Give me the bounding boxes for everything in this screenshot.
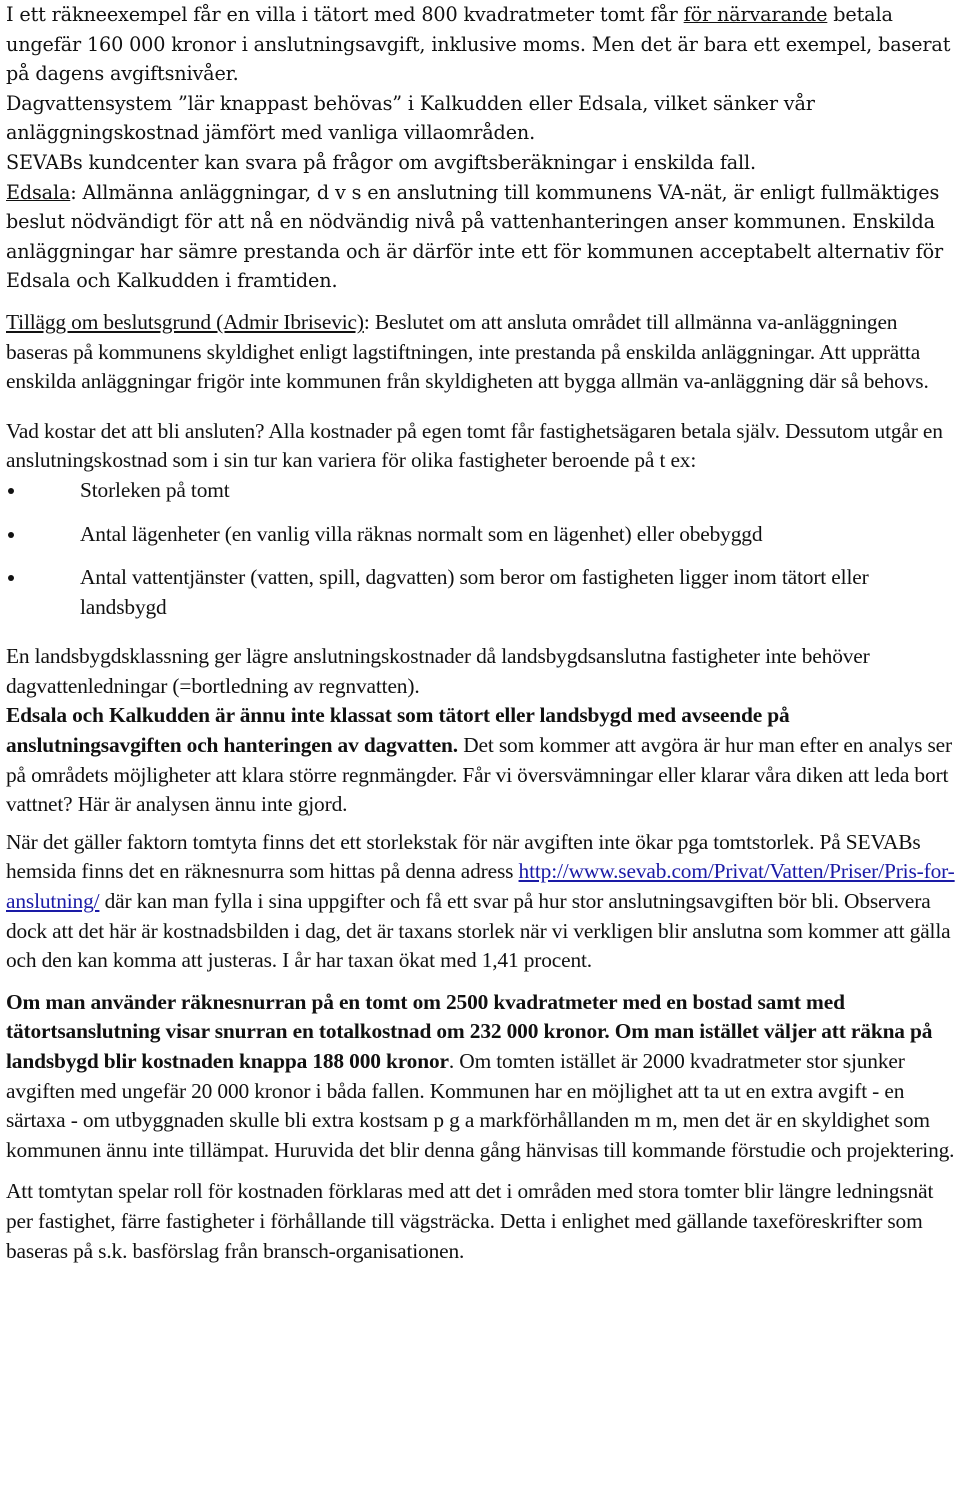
raknesnurra-text: När det gäller faktorn tomtyta finns det ett storlekstak för när avgiften inte ökar pga tomtstorlek. På SEVABs hemsida finns det en räknesnurra som hittas på denna adress	[6, 829, 921, 884]
paragraph-edsala	[6, 178, 958, 296]
sevab-price-link[interactable]: http://www.sevab.com/Privat/Vatten/Priser/Pris-for-anslutning/	[6, 859, 955, 914]
paragraph-tomtyta: Att tomtytan spelar roll för kostnaden förklaras med att det i områden med stora tomter blir längre ledningsnät per fastighet, färre fastigheter i förhållande till vägsträcka. Detta i enlighet med gällande taxeföreskrifter som baseras på s.k. basförslag från bransch-organisationen.	[6, 1179, 934, 1263]
paragraph-landsbygd	[6, 642, 958, 820]
landsbygd-rest-text: Det som kommer att avgöra är hur man efter en analys ser på områdets möjligheter att klara större regnmängder. Får vi översvämningar eller klarar våra diken att leda bort vattnet? Här är analysen ännu inte gjord.	[6, 733, 952, 817]
paragraph-intro	[6, 0, 958, 89]
cost-factors-list	[6, 476, 958, 622]
exempel-bold-text: Om man använder räknesnurran på en tomt om 2500 kvadratmeter med en bostad samt med tätortsanslutning visar snurran en totalkostnad om 232 000 kronor. Om man istället väljer att räkna på landsbygd blir kostnaden knappa 188 000 kronor	[6, 989, 933, 1073]
list-item-text: Antal vattentjänster (vatten, spill, dagvatten) som beror om fastigheten ligger inom tätort eller landsbygd	[80, 565, 869, 619]
tillagg-label: Tillägg om beslutsgrund (Admir Ibrisevic)	[6, 309, 364, 334]
raknesnurra-text-continued: där kan man fylla i sina uppgifter och få ett svar på hur stor anslutningsavgiften bör bli. Observera dock att det här är kostnadsbilden i dag, det är taxans storlek när vi verkligen blir anslutna som kommer att gälla och den kan komma att justeras. I år har taxan ökat med 1,41 procent.	[6, 889, 951, 973]
intro-text-continued: betala ungefär 160 000 kronor i anslutningsavgift, inklusive moms. Men det är bara ett exempel, baserat på dagens avgiftsnivåer.	[6, 3, 951, 86]
paragraph-tillagg	[6, 308, 958, 397]
list-item-text: Antal lägenheter (en vanlig villa räknas normalt som en lägenhet) eller obebyggd	[80, 521, 763, 546]
paragraph-kostnad: Vad kostar det att bli ansluten? Alla kostnader på egen tomt får fastighetsägaren betala själv. Dessutom utgår en anslutningskostnad som i sin tur kan variera för olika fastigheter beroende på t ex:	[6, 418, 943, 473]
bullet-icon	[8, 575, 14, 581]
list-item	[6, 563, 958, 622]
paragraph-kundcenter: SEVABs kundcenter kan svara på frågor om avgiftsberäkningar i enskilda fall.	[6, 150, 756, 174]
tillagg-text: : Beslutet om att ansluta området till allmänna va-anläggningen baseras på kommunens skyldighet enligt lagstiftningen, inte prestanda på enskilda anläggningar. Att upprätta enskilda anläggningar frigör inte kommunen från skyldigheten att bygga allmän va-anläggning där så behovs.	[6, 309, 929, 394]
document-page	[6, 0, 958, 1266]
paragraph-dagvatten: Dagvattensystem ”lär knappast behövas” i Kalkudden eller Edsala, vilket sänker vår anläggningskostnad jämfört med vanliga villaområden.	[6, 91, 815, 145]
list-item	[6, 520, 958, 550]
paragraph-exempel	[6, 988, 958, 1166]
edsala-label: Edsala	[6, 180, 71, 204]
bullet-icon	[8, 488, 14, 494]
landsbygd-text: En landsbygdsklassning ger lägre anslutningskostnader då landsbygdsanslutna fastigheter inte behöver dagvattenledningar (=bortledning av regnvatten).	[6, 644, 870, 698]
list-item-text: Storleken på tomt	[80, 477, 230, 502]
intro-underlined-text: för närvarande	[683, 3, 828, 26]
exempel-rest-text: . Om tomten istället är 2000 kvadratmeter stor sjunker avgiften med ungefär 20 000 kronor i båda fallen. Kommunen har en möjlighet att ta ut en extra avgift - en särtaxa - om utbyggnaden skulle bli extra kostsam p g a markförhållanden m m, men det är en skyldighet som kommunen ännu inte tillämpat. Huruvida det blir denna gång hänvisas till kommande förstudie och projektering.	[6, 1049, 955, 1162]
paragraph-raknesnurra	[6, 828, 958, 976]
bullet-icon	[8, 532, 14, 538]
edsala-text: : Allmänna anläggningar, d v s en anslutning till kommunens VA-nät, är enligt fullmäktiges beslut nödvändigt för att nå en nödvändig nivå på vattenhanteringen anser kommunen. Enskilda anläggningar har sämre prestanda och är därför inte ett för kommunen acceptabelt alternativ för Edsala och Kalkudden i framtiden.	[6, 180, 944, 293]
intro-text: I ett räkneexempel får en villa i tätort med 800 kvadratmeter tomt får	[6, 3, 684, 26]
landsbygd-bold-text: Edsala och Kalkudden är ännu inte klassat som tätort eller landsbygd med avseende på anslutningsavgiften och hanteringen av dagvatten.	[6, 703, 790, 758]
list-item	[6, 476, 958, 506]
